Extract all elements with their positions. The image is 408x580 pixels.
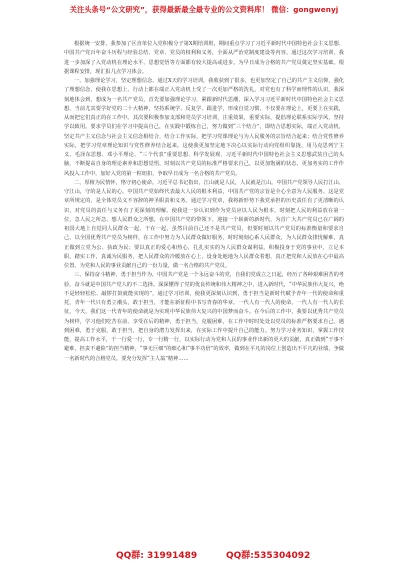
footer-qq-group-1: QQ群: 31991489 <box>116 551 198 561</box>
header-banner <box>64 4 344 28</box>
paragraph-intro: 根据统一安排，我参加了区直单位入党积极分子第X期培训班，期间重点学习了习近平新时代中国特色社会主义思想、中国共产党百年奋斗历程与经验总结、党章、党员的权利和义务，全面从严治党制度建设等内容。通过这次学习培训，我进一步加深了入党动机在理论水平、思想觉悟等方面都有较大提高或进步。为早日成为合格的共产党员奠定坚实基础。根据课程安排，现汇报几点学习体会。 <box>64 41 344 75</box>
document-body <box>64 40 344 532</box>
paragraph-section-2: 二、厚植为民情怀，恪守初心使命。习近平总书记指出，江山就是人民，人民就是江山。中国共产党领导人民打江山、守江山，守的是人民的心。中国共产党始终代表最大人民的根本利益，中国共产党的宗旨是全心全意为人民服务。这是党章所规定的，是全体党员义不容辞的神圣职责和义务。通过学习党章，我将新形势下我党承担的历史责任有了更清晰的认识，对党员的责任与义务有了更深刻的理解。使我进一步认识到作为党员应以人民为根本，时刻把人民的利益放在第一位，急人民之所急，想人民群众之所想，在中国共产党的带领下，迎接一个崭新的新时代，为首广大共产党员已在广阔的祖国大地上自觉同人民群众一起、干在一起，虽然目前自己还不是共产党员，但要时刻以共产党员的标准衡量和要求自己，以全国优秀共产党员为榜样，在工作中努力为人民群众做好服务，时时刻刻心系人民群众，为人民群众排忧解难，真正做到立党为公、执政为民；要以真正的爱心和热心，扎扎实实的为人民群众谋利益。积极投身于党的事业中，立足本职，踏实工作，真诚为民服务，把人民群众的冷暖放在心上，设身处地地为人民群众着想，真正把党和人民放在心中最高位置，为党和人民的事业贡献自己的一份力量，做一名合格的共产党员。 <box>64 179 344 269</box>
paragraph-section-3: 三、保持奋斗精神，勇于担当作为。中国共产党是一个永远奋斗的党，自我们党成立之日起，经历了各种艰难困苦的考验，奋斗就是中国共产党人的不二选择。深深懂得了党的优良传统和伟大精神之中，进入新时代，“中华民族伟大复兴，绝不是轻轻松松、敲锣打鼓就能实现的”，通过学习培训，使我更深刻认识到，勇于担当是新时代赋予青年一代的使命和重托，青年一代只有勇立潮头，敢于担当，才能在新征程中书写青春的华章。一代人有一代人的使命，一代人有一代人的长征。今天，我们这一代青年的使命就是为实现中华民族伟大复兴的中国梦而奋斗。在今后的工作中，我要以优秀共产党员为榜样，学习他们吃苦在前、享受在后的精神，勇于担当，克服困难，在工作中时时处处以党员的标准严格要求自己。遇到困难，勇于克服，敢于担当，把自身的潜力发挥出来，在实际工作中提升自己的能力。努力学习业务知识，掌握工作技能，提高工作水平，干一行爱一行，专一行精一行，以实际行动为党和人民的事业作出新的更大的贡献，真正做到“干事不避难，担责不避险”的担当精神，“事无巨细”的细心和“事半功倍”的效率，做到在平凡的岗位上创造出不平凡的业绩，争做一名新时代的合格党员。要充分发挥“主人翁”精神…… <box>64 272 344 362</box>
footer <box>0 536 408 566</box>
header-banner-line1: 关注头条号“公文研究”，获得最新最全最专业的公文资料库！ 微信：gongwenyj <box>69 5 339 14</box>
footer-qq-group-2: QQ群:535304092 <box>226 551 311 561</box>
paragraph-section-1: 一、加强理论学习，坚定理想信念。通过X天的学习培训，我收获到了很多，也更加坚定了自己的共产主义信仰，强化了理想信念，使我在思想上、行动上都在端正入党动机上受了一次更加严格的洗礼，对党也有了科学而理性的认识，我深刻地体会到，想成为一名共产党员，首先要加强理论学习，紧跟新时代思潮，深入学习习近平新时代中国特色社会主义思想，当前尤其要学好党的二十大精神，坚持系统学、反复学、跟进学，形成自觉习惯，不仅要在理论上，更要上在实践，从而把它们真正的在工作中。其次要积极参加支部和党员学习培训，注重效果，重要实际，提倡理论联系实际学风，坚持学以致用。要求学员们在学习中提高自己，在实践中锻炼自己，努力做到“三个结合”，即结合思想实际，端正入党动机，坚定共产主义信念与社会主义信念相结合，结合工作实际，把学习党课理论与为人民服务的宗旨结合起来；结合党性修养实际，把学习党章理论知识与党性修养结合起来。这使我更加坚定地下决心以实际行动向党组织靠拢，用马克思列宁主义、毛泽东思想、邓小平理论、“三个代表”重要思想、科学发展观、习近平新时代中国特色社会主义思想武装自己的头脑，不断提高自身的理论素养和思想觉悟，时刻以共产党员的标准严格要求自己，以更加饱满的状态，更加务实的工作作风投入工作中，加好入党的第一粒纽扣，争取早日成为一名合格的共产党员。 <box>64 78 344 177</box>
